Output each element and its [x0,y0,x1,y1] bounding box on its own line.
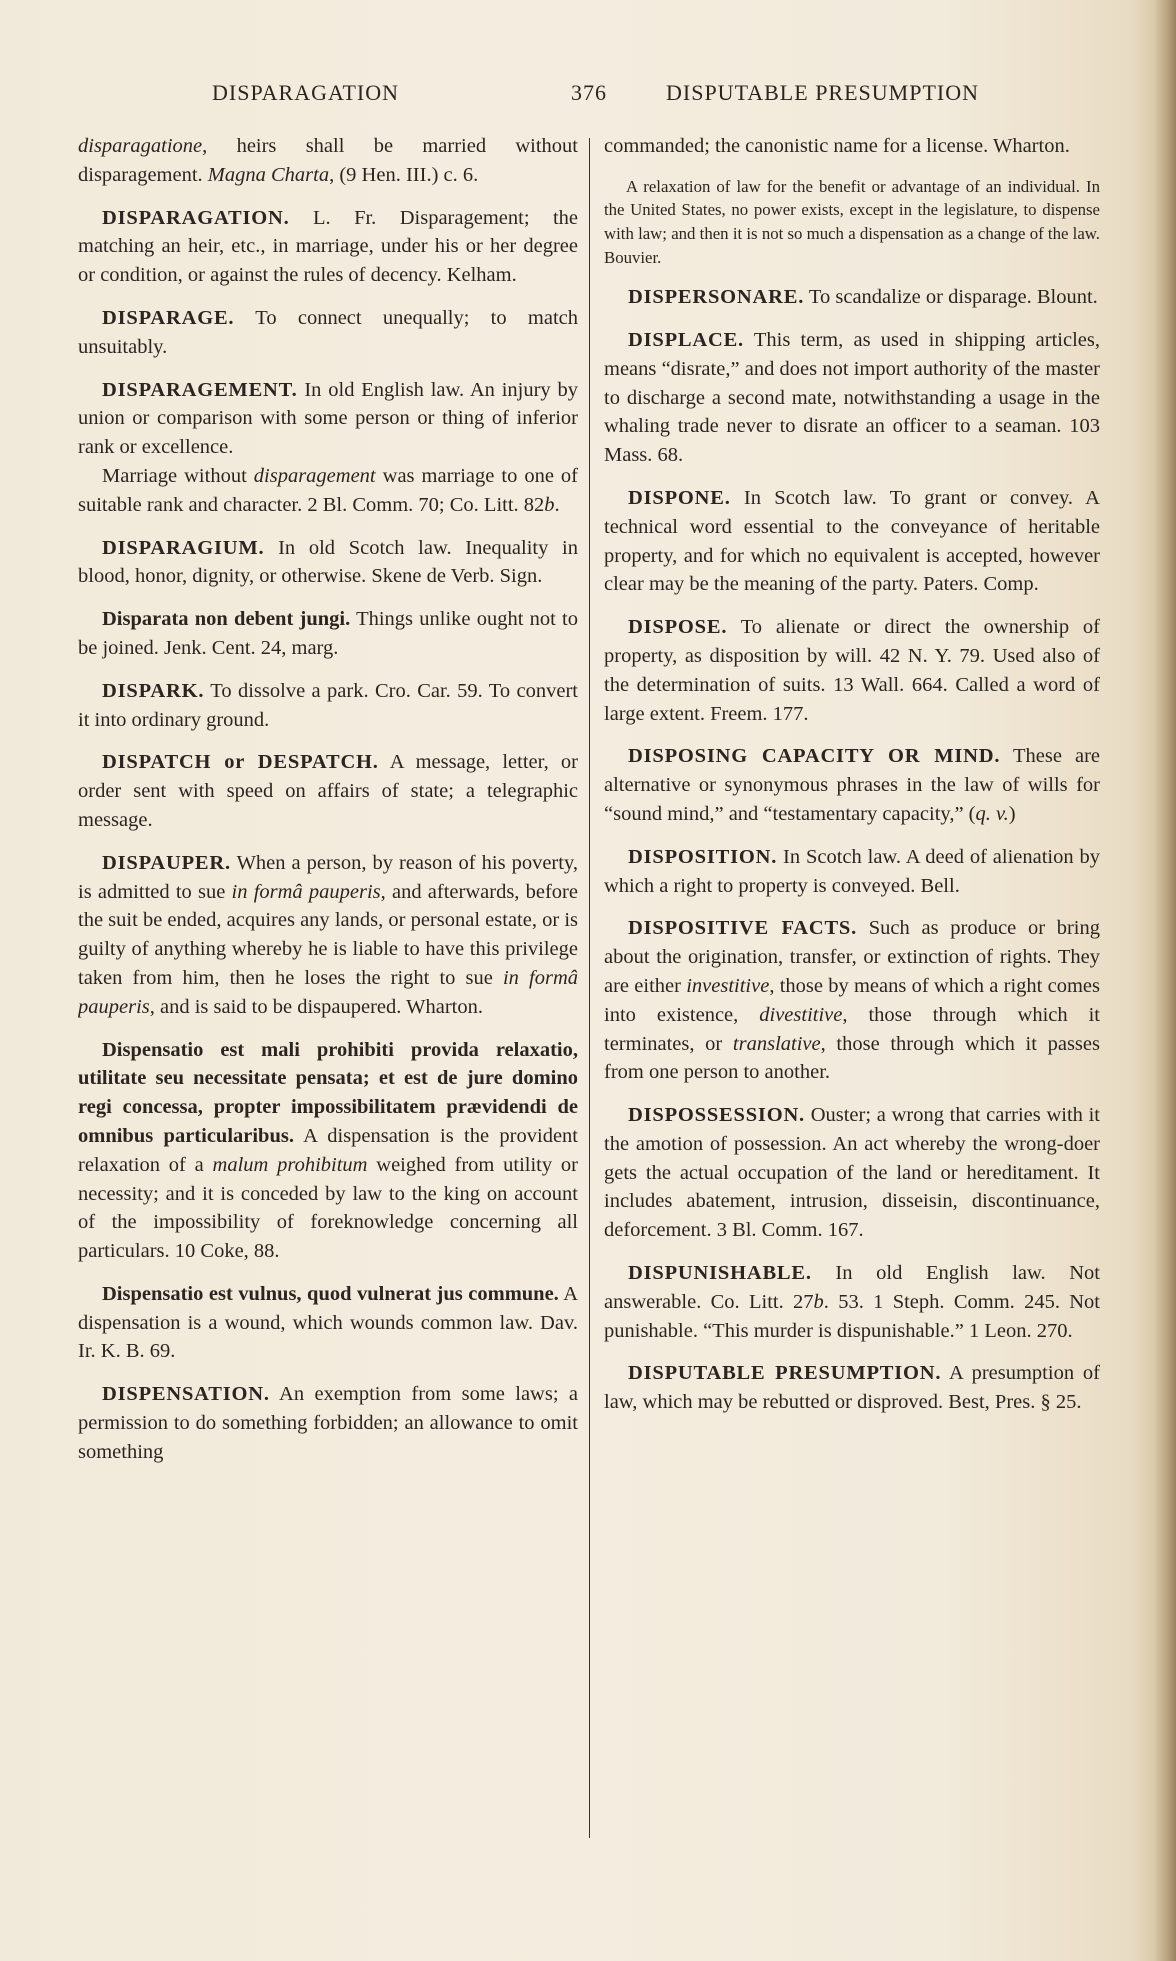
entry-dispatch [78,748,578,834]
definition-text: , (9 Hen. III.) c. 6. [329,163,479,186]
entry-dispauper [78,849,578,1022]
latin-maxim: Disparata non debent jungi. [102,608,351,631]
headword: DISPLACE. [628,328,744,351]
definition-text: An exemption from some laws; a permission to do something forbidden; an allowance to omit something [78,1383,578,1463]
headword: DISPOSE. [628,616,728,639]
header-right-guide-word: DISPUTABLE PRESUMPTION [666,80,979,105]
entry-disparagement-2 [78,462,578,520]
header-left-guide-word: DISPARAGATION [212,80,399,105]
definition-text: To alienate or direct the ownership of property, as disposition by will. 42 N. Y. 79. Used also of the determination of suits. 13 Wall. 664. Called a word of large extent. Freem. 177. [604,616,1100,725]
italic-text: investitive [686,974,770,997]
definition-text: To dissolve a park. Cro. Car. 59. To convert it into ordinary ground. [78,679,578,731]
headword: DISPERSONARE. [628,286,805,309]
entry-disparagium [78,534,578,592]
italic-text: in formâ pauperis [78,966,578,1018]
entry-disparata [78,605,578,663]
definition-text: This term, as used in shipping articles, means “disrate,” and does not import authority of the master to discharge a second mate, notwithstanding a usage in the whaling trade never to disrate an officer to a seaman. 103 Mass. 68. [604,328,1100,467]
definition-text: , heirs shall be married without disparagement. [78,135,578,186]
definition-text: A dispensation is a wound, which wounds common law. Dav. Ir. K. B. 69. [78,1282,578,1363]
running-header [80,80,1100,112]
italic-text: Magna Charta [207,163,330,186]
headword: DISPARAGE. [102,306,235,329]
definition-text: A message, letter, or order sent with speed on affairs of state; a telegraphic message. [78,751,578,831]
definition-text: . [554,493,560,516]
definition-text: . 53. 1 Steph. Comm. 245. Not punishable. “This murder is dispunishable.” 1 Leon. 270. [604,1290,1100,1342]
entry-dispersonare [604,283,1100,312]
definition-text: A dispensation is the provident relaxation of a [78,1124,578,1176]
headword: DISPONE. [628,486,731,509]
entry-disposition [604,843,1100,901]
italic-text: translative [732,1032,821,1055]
definition-text: , those by means of which a right comes into existence, [604,974,1100,1026]
entry-disparagement [78,376,578,462]
definition-text: In Scotch law. To grant or convey. A technical word essential to the conveyance of heritable property, and for which no equivalent is accepted, however clear may be the meaning of the party. Paters. Comp. [604,486,1100,596]
headword: DISPARAGATION. [102,206,290,229]
definition-text: These are alternative or synonymous phrases in the law of wills for “sound mind,” and “testamentary capacity,” ( [604,745,1100,825]
latin-maxim: Dispensatio est vulnus, quod vulnerat jus commune. [102,1282,559,1305]
entry-dispark [78,677,578,735]
entry-dispensatio-vulnus [78,1280,578,1366]
entry-cont-disparagatione [78,132,578,190]
entry-cont-dispensation [604,132,1100,161]
italic-text: disparagement [253,464,376,487]
definition-text: A presumption of law, which may be rebutted or disproved. Best, Pres. § 25. [604,1362,1100,1414]
definition-text: In Scotch law. A deed of alienation by which a right to property is conveyed. Bell. [604,845,1100,897]
entry-dispositive-facts [604,914,1100,1087]
definition-text: weighed from utility or necessity; and it is conceded by law to the king on account of the impossibility of foreknowledge concerning all particulars. 10 Coke, 88. [78,1153,578,1263]
headword: DISPATCH or DESPATCH. [102,751,379,774]
column-divider [589,138,590,1838]
definition-text: In old English law. Not answerable. Co. Litt. 27 [604,1262,1100,1313]
definition-text: ) [1008,802,1016,825]
definition-text: , and is said to be dispaupered. Wharton. [149,995,483,1018]
definition-text: , and afterwards, before the suit be ended, acquires any lands, or personal estate, or is guilty of anything whereby he is liable to have this privilege taken from him, then he loses the right to sue [78,880,578,989]
definition-text: In old English law. An injury by union or comparison with some person or thing of inferior rank or excellence. [78,378,578,459]
page-number: 376 [571,80,607,105]
definition-text: Things unlike ought not to be joined. Jenk. Cent. 24, marg. [78,608,578,659]
entry-dispensatio-mali [78,1036,578,1266]
italic-text: b [813,1290,824,1313]
right-column [604,132,1100,1842]
definition-text: Ouster; a wrong that carries with it the amotion of possession. An act whereby the wrong-doer gets the actual occupation of the land or hereditament. It includes abatement, intrusion, disseisin, discontinuance, deforcement. 3 Bl. Comm. 167. [604,1104,1100,1242]
entry-dispone [604,484,1100,599]
headword: DISPARAGIUM. [102,536,265,559]
entry-disposing-capacity [604,742,1100,828]
italic-text: disparagatione [78,135,203,157]
entry-dispunishable [604,1259,1100,1345]
definition-text: To scandalize or disparage. Blount. [804,286,1098,309]
headword: DISPUNISHABLE. [628,1262,812,1285]
headword: DISPOSITION. [628,845,778,868]
italic-text: b [544,493,555,516]
entry-displace [604,326,1100,470]
definition-text: Marriage without [102,464,254,487]
entry-dispensation-note [604,175,1100,269]
definition-text: commanded; the canonistic name for a license. Wharton. [604,135,1070,157]
entry-dispossession [604,1101,1100,1245]
italic-text: divestitive [759,1003,843,1026]
headword: DISPOSITIVE FACTS. [628,917,858,940]
headword: DISPOSING CAPACITY OR MIND. [628,745,1001,768]
definition-text: L. Fr. Disparagement; the matching an heir, etc., in marriage, under his or her degree or condition, or against the rules of decency. Kelham. [78,206,578,287]
headword: DISPUTABLE PRESUMPTION. [628,1362,942,1385]
entry-dispose [604,613,1100,728]
headword: DISPARAGEMENT. [102,378,298,401]
page-edge-shadow [1154,0,1176,1961]
headword: DISPENSATION. [102,1383,270,1406]
italic-text: q. v. [975,802,1009,825]
definition-text: , those through which it terminates, or [604,1003,1100,1055]
latin-maxim: Dispensatio est mali prohibiti provida relaxatio, utilitate seu necessitate pensata; et est de jure domino regi concessa, propter impossibilitatem prævidendi de omnibus particularibus. [78,1038,578,1147]
definition-text: Such as produce or bring about the origination, transfer, or extinction of rights. They are either [604,917,1100,997]
definition-text: To connect unequally; to match unsuitably. [78,306,578,358]
left-column [78,132,578,1842]
definition-text: In old Scotch law. Inequality in blood, honor, dignity, or otherwise. Skene de Verb. Sign. [78,536,578,588]
italic-text: malum prohibitum [212,1153,368,1176]
headword: DISPARK. [102,679,205,702]
headword: DISPAUPER. [102,851,231,874]
entry-dispensation [78,1380,578,1466]
entry-disputable-presumption [604,1359,1100,1417]
italic-text: in formâ pauperis [231,880,381,903]
entry-disparagation [78,204,578,290]
entry-disparage [78,304,578,362]
definition-text: A relaxation of law for the benefit or advantage of an individual. In the United States, no power exists, except in the legislature, to dispense with law; and then it is not so much a dispensation as a change of the law. Bouvier. [604,176,1100,267]
definition-text: was marriage to one of suitable rank and character. 2 Bl. Comm. 70; Co. Litt. 82 [78,464,578,516]
definition-text: When a person, by reason of his poverty, is admitted to sue [78,851,578,903]
headword: DISPOSSESSION. [628,1104,805,1127]
definition-text: , those through which it passes from one person to another. [604,1032,1100,1084]
